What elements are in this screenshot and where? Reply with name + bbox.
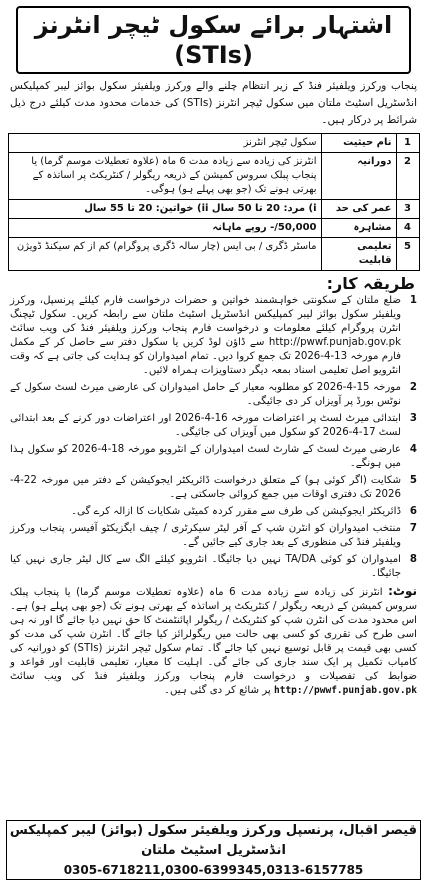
table-row bbox=[8, 200, 419, 219]
step-text: عارضی میرٹ لسٹ کے شارٹ لسٹ امیدواران کے انٹرویو مورخہ 18-4-2026 کو سکول ہذا میں ہونگے۔ bbox=[10, 444, 401, 469]
row-value: 50,000/- روپے ماہانہ bbox=[8, 219, 321, 238]
row-number: 2 bbox=[396, 153, 419, 200]
step-number: 3 bbox=[409, 413, 417, 424]
step-text: امیدواران کو کوئی TA/DA نہیں دیا جائیگا۔ انٹرویو کیلئے الگ سے کال لیٹر جاری نہیں کیا جائیگا۔ bbox=[10, 554, 401, 579]
contact-footer bbox=[6, 820, 421, 880]
step-text: شکایت (اگر کوئی ہو) کے متعلق درخواست ڈائریکٹر ایجوکیشن کے دفتر میں مورخہ 22-4-2026 تک دفتری اوقات میں جمع کروائی جاسکتی ہے۔ bbox=[10, 475, 401, 500]
procedure-heading: طریقہ کار: bbox=[326, 274, 415, 293]
row-label: دورانیہ bbox=[321, 153, 396, 200]
website-link[interactable]: http://pwwf.punjab.gov.pk bbox=[274, 685, 417, 696]
row-label: نام حیثیت bbox=[321, 134, 396, 153]
note-paragraph bbox=[10, 584, 417, 698]
step-text: ڈائریکٹر ایجوکیشن کی طرف سے مقرر کردہ کمیٹی شکایات کا ازالہ کرے گی۔ bbox=[71, 506, 401, 517]
row-value: انٹرنز کی زیادہ سے زیادہ مدت 6 ماہ (علاوہ تعطیلات موسم گرما) یا پنجاب پبلک سروس کمیشن کے ذریعہ ریگولر / کنٹریکٹ پر اساتذہ کے بھرتی ہونے تک (جو بھی پہلے ہو) ہوگی۔ bbox=[8, 153, 321, 200]
table-row bbox=[8, 238, 419, 271]
list-item bbox=[10, 443, 417, 471]
footer-address: قیصر اقبال، پرنسپل ورکرز ویلفیئر سکول (بوائز) لیبر کمپلیکس انڈسٹریل اسٹیٹ ملتان bbox=[9, 823, 418, 858]
table-row bbox=[8, 219, 419, 238]
row-value: i) مرد: 20 تا 50 سال ii) خواتین: 20 تا 55 سال bbox=[8, 200, 321, 219]
step-text: ابتدائی میرٹ لسٹ پر اعتراضات مورخہ 16-4-2026 اور اعتراضات دور کرنے کے بعد ابتدائی لسٹ 17-4-2026 کو سکول میں آویزاں کی جائیگی۔ bbox=[10, 413, 401, 438]
step-number: 6 bbox=[409, 506, 417, 517]
step-number: 8 bbox=[409, 554, 417, 565]
intro-paragraph: پنجاب ورکرز ویلفیئر فنڈ کے زیر انتظام چلنے والے ورکرز ویلفیئر سکول بوائز لیبر کمپلیکس انڈسٹریل اسٹیٹ ملتان میں سکول ٹیچر انٹرنز (STIs) کی خدمات محدود مدت کیلئے درج ذیل شرائط پر درکار ہیں۔ bbox=[10, 80, 417, 126]
row-number: 3 bbox=[396, 200, 419, 219]
step-text: ضلع ملتان کے سکونتی خواہشمند خواتین و حضرات درخواست فارم کیلئے پرنسپل، ورکرز ویلفیئر سکول بوائز لیبر کمپلیکس انڈسٹریل اسٹیٹ ملتان سے رابطہ کریں۔ سکول ٹیچنگ انٹرن پروگرام کیلئے معلومات و درخواست فارم پنجاب ورکرز ویلفیئر فنڈ کی ویب سائٹ http://pwwf.punjab.gov.pk سے ڈاؤن لوڈ کریں یا سکول دفتر سے حاصل کر کے مکمل فارم مورخہ 13-4-2026 تک جمع کروا دیں۔ تمام امیدواران کو ہدایت کی جاتی ہے کہ وقت انٹرویو اصل تعلیمی اسناد بمعہ دیگر دستاویزات ہمراہ لائیں۔ bbox=[10, 295, 401, 376]
row-value: سکول ٹیچر انٹرنز bbox=[8, 134, 321, 153]
note-end: پر شائع کر دی گئی ہیں۔ bbox=[164, 685, 271, 696]
procedure-list bbox=[6, 294, 421, 581]
step-text: مورخہ 15-4-2026 کو مطلوبہ معیار کے حامل امیدواران کی عارضی میرٹ لسٹ سکول کے نوٹس بورڈ پر آویزاں کر دی جائیگی۔ bbox=[10, 382, 401, 407]
note-label: نوٹ: bbox=[388, 584, 417, 598]
step-text: منتخب امیدواران کو انٹرن شپ کے آفر لیٹر سیکرٹری / چیف ایگزیکٹو آفیسر، پنجاب ورکرز ویلفیئر فنڈ کی منظوری کے بعد جاری کیے جائیں گے۔ bbox=[10, 523, 401, 548]
list-item bbox=[10, 522, 417, 550]
step-number: 2 bbox=[409, 382, 417, 393]
table-row bbox=[8, 153, 419, 200]
row-label: عمر کی حد bbox=[321, 200, 396, 219]
row-label: تعلیمی قابلیت bbox=[321, 238, 396, 271]
note-text: انٹرنز کی زیادہ سے زیادہ مدت 6 ماہ (علاوہ تعطیلات موسم گرما) یا پنجاب پبلک سروس کمیشن کے ذریعہ ریگولر / کنٹریکٹ پر اساتذہ کے بھرتی ہونے تک (جو بھی پہلے ہو) ہے۔ اس محدود مدت کی انٹرن شپ کو کنٹریکٹ / ریگولر اپائنٹمنٹ کا حق نہیں دیا جائے گا اور نہ ہی اسی طرح کی تقرری کو کسی بھی حالت میں ریگولرائز کیا جائے گا۔ انٹرن شپ کی مدت کو کسی بھی قیمت پر قابل توسیع نہیں کیا جائے گا۔ تمام سکول ٹیچر انٹرنز (STIs) کو دورانیہ کی کامیاب تکمیل پر ایک سند جاری کی جائے گی۔ اہلیت کا معیار، تعلیمی قابلیت اور قواعد و ضوابط کی تفصیلات و درخواست فارم پنجاب ورکرز ویلفیئر فنڈ کی ویب سائٹ bbox=[10, 587, 417, 682]
terms-table bbox=[8, 133, 420, 271]
row-number: 4 bbox=[396, 219, 419, 238]
list-item bbox=[10, 412, 417, 440]
ad-title: اشتہار برائے سکول ٹیچر انٹرنز (STIs) bbox=[16, 6, 411, 74]
row-number: 1 bbox=[396, 134, 419, 153]
step-number: 1 bbox=[409, 295, 417, 306]
list-item bbox=[10, 294, 417, 378]
row-label: مشاہرہ bbox=[321, 219, 396, 238]
row-value: ماسٹر ڈگری / بی ایس (چار سالہ ڈگری پروگرام) کم از کم سیکنڈ ڈویژن bbox=[8, 238, 321, 271]
step-number: 7 bbox=[409, 523, 417, 534]
footer-phones: 0305-6718211,0300-6399345,0313-6157785 bbox=[63, 863, 364, 877]
list-item bbox=[10, 553, 417, 581]
row-number: 5 bbox=[396, 238, 419, 271]
step-number: 4 bbox=[409, 444, 417, 455]
table-row bbox=[8, 134, 419, 153]
step-number: 5 bbox=[409, 475, 417, 486]
list-item bbox=[10, 474, 417, 502]
list-item bbox=[10, 505, 417, 519]
list-item bbox=[10, 381, 417, 409]
